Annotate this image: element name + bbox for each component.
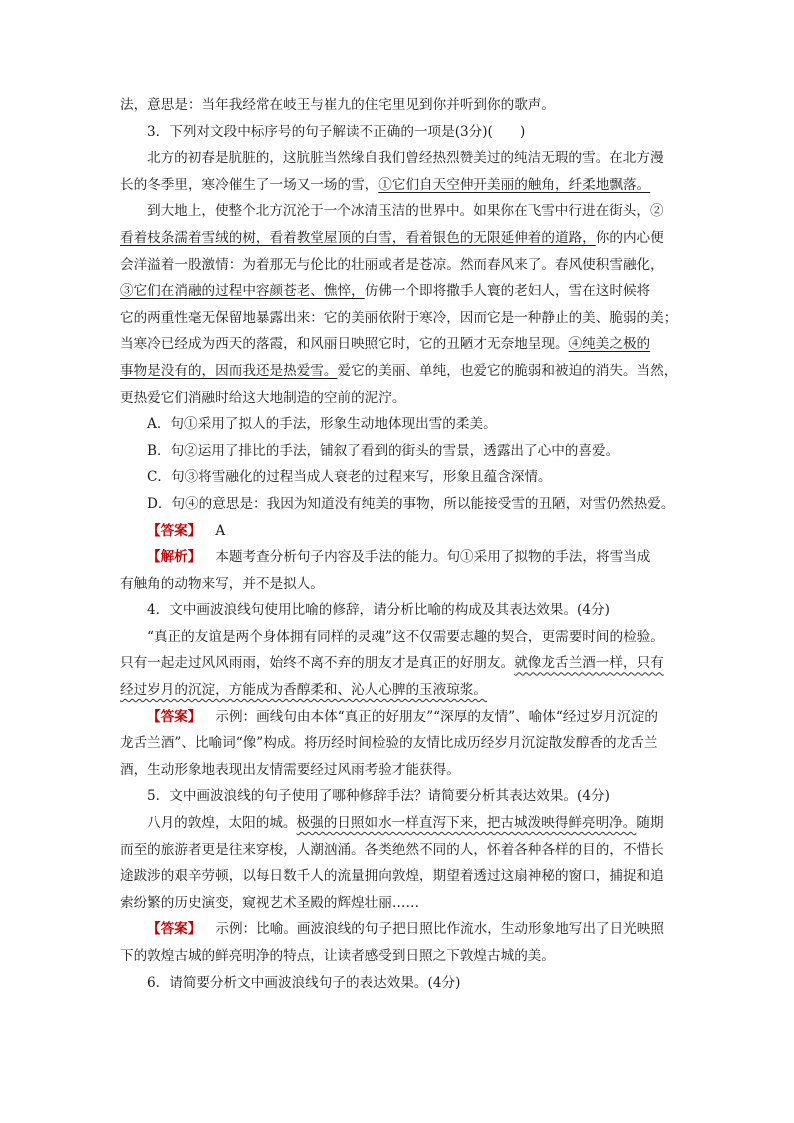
passage-line	[120, 172, 675, 199]
underlined-sentence-4-cont: 事物是没有的，因而我还是热爱雪。	[120, 362, 338, 379]
analysis-tag: 【解析】	[147, 549, 202, 566]
passage-line: 它的两重性毫无保留地暴露出来：它的美丽依附于寒冷，因而它是一种静止的美、脆弱的美；	[120, 309, 678, 326]
passage-line: 会洋溢着一股激情：为着那无与伦比的壮丽或者是苍凉。然而春风来了。春风使积雪融化，	[120, 256, 664, 273]
passage-text: 长的冬季里，寒冷催生了一场又一场的雪，	[120, 176, 379, 193]
analysis-line	[120, 544, 675, 571]
answer-line	[120, 704, 675, 731]
passage-text: 只有一起走过风风雨雨，始终不离不弃的朋友才是真正的好朋友。	[120, 655, 515, 672]
answer-tag: 【答案】	[147, 708, 202, 725]
passage-line	[120, 331, 675, 358]
answer-line	[120, 518, 675, 545]
answer-tag: 【答案】	[147, 522, 202, 539]
option-c: C．句③将雪融化的过程当成人衰老的过程来写，形象且蕴含深情。	[147, 469, 552, 486]
passage-line: 到大地上，使整个北方沉沦于一个冰清玉洁的世界中。如果你在飞雪中行进在街头，②	[147, 203, 664, 220]
answer-line: 酒，生动形象地表现出友情需要经过风雨考验才能获得。	[120, 761, 460, 778]
passage-line: “真正的友谊是两个身体拥有同样的灵魂”这不仅需要志趣的契合，更需要时间的检验。	[147, 628, 664, 645]
question-6: 6．请简要分析文中画波浪线句子的表达效果。(4分)	[147, 974, 461, 991]
passage-text: 随期	[636, 815, 664, 832]
passage-line	[120, 278, 675, 305]
passage-text: 当寒冷已经成为西天的落霞，和风丽日映照它时，它的丑陋才无奈地呈现。	[120, 336, 569, 353]
text-line: 法，意思是：当年我经常在岐王与崔九的住宅里见到你并听到你的歌声。	[120, 97, 555, 113]
wavy-sentence: 极强的日照如水一样直泻下来，把古城泼映得鲜亮明净。	[296, 815, 637, 832]
passage-text: 八月的敦煌，太阳的城。	[147, 815, 297, 832]
document-page	[120, 92, 678, 996]
question-3: 3．下列对文段中标序号的句子解读不正确的一项是(3分)( )	[147, 123, 526, 140]
passage-line: 而至的旅游者更是往来穿梭，人潮汹涌。各类绝然不同的人，怀着各种各样的目的，不惜长	[120, 841, 664, 858]
passage-line	[120, 650, 675, 677]
passage-line	[120, 677, 675, 704]
underlined-sentence-3: ③它们在消融的过程中容颜苍老、憔悴，	[120, 283, 365, 300]
question-5: 5．文中画波浪线的句子使用了哪种修辞手法？请简要分析其表达效果。(4分)	[147, 788, 610, 805]
option-b: B．句②运用了排比的手法，铺叙了看到的街头的雪景，透露出了心中的喜爱。	[147, 442, 620, 459]
analysis-text: 本题考查分析句子内容及手法的能力。句①采用了拟物的手法，将雪当成	[215, 549, 651, 566]
answer-line: 下的敦煌古城的鲜亮明净的特点，让读者感受到日照之下敦煌古城的美。	[120, 948, 555, 964]
question-4: 4．文中画波浪线句使用比喻的修辞，请分析比喻的构成及其表达效果。(4分)	[147, 602, 610, 619]
passage-text: 你的内心便	[595, 229, 664, 246]
analysis-line: 有触角的动物来写，并不是拟人。	[120, 575, 324, 592]
underlined-sentence-4: ④纯美之极的	[568, 336, 651, 353]
passage-line: 索纷繁的历史演变，窥视艺术圣殿的辉煌壮丽……	[120, 894, 420, 911]
passage-line	[120, 225, 675, 252]
underlined-sentence-2: 看着枝条濡着雪绒的树，看着教堂屋顶的白雪，看着银色的无限延伸着的道路，	[120, 229, 596, 246]
answer-text: 示例：画线句由本体“真正的好朋友”“深厚的友情”、喻体“经过岁月沉淀的	[215, 708, 658, 725]
answer-tag: 【答案】	[147, 921, 202, 938]
answer-text: 示例：比喻。画波浪线的句子把日照比作流水，生动形象地写出了日光映照	[215, 921, 664, 938]
passage-line: 更热爱它们消融时给这大地制造的空前的泥泞。	[120, 389, 406, 406]
passage-line	[120, 358, 678, 385]
option-d: D．句④的意思是：我因为知道没有纯美的事物，所以能接受雪的丑陋，对雪仍然热爱。	[147, 495, 675, 512]
underlined-sentence-1: ①它们自天空伸开美丽的触角，纤柔地飘落。	[378, 176, 651, 193]
answer-text: A	[215, 522, 226, 539]
answer-line	[120, 916, 675, 943]
passage-text: 仿佛一个即将撒手人寰的老妇人，雪在这时候将	[364, 283, 651, 300]
passage-line: 途跋涉的艰辛劳顿，以每日数千人的流量拥向敦煌，期望着透过这扇神秘的窗口，捕捉和追	[120, 868, 664, 885]
wavy-sentence-cont: 经过岁月的沉淀，方能成为香醇柔和、沁人心脾的玉液琼浆。	[120, 682, 488, 699]
passage-text: 爱它的美丽、单纯，也爱它的脆弱和被迫的消失。当然，	[337, 362, 678, 379]
wavy-sentence: 就像龙舌兰酒一样，只有	[514, 655, 664, 672]
passage-line	[120, 810, 675, 837]
option-a: A．句①采用了拟人的手法，形象生动地体现出雪的柔美。	[147, 416, 497, 433]
answer-line: 龙舌兰酒”、比喻词“像”构成。将历经时间检验的友情比成历经岁月沉淀散发醇香的龙舌兰	[120, 735, 658, 752]
passage-line: 北方的初春是肮脏的，这肮脏当然缘自我们曾经热烈赞美过的纯洁无瑕的雪。在北方漫	[147, 150, 664, 167]
